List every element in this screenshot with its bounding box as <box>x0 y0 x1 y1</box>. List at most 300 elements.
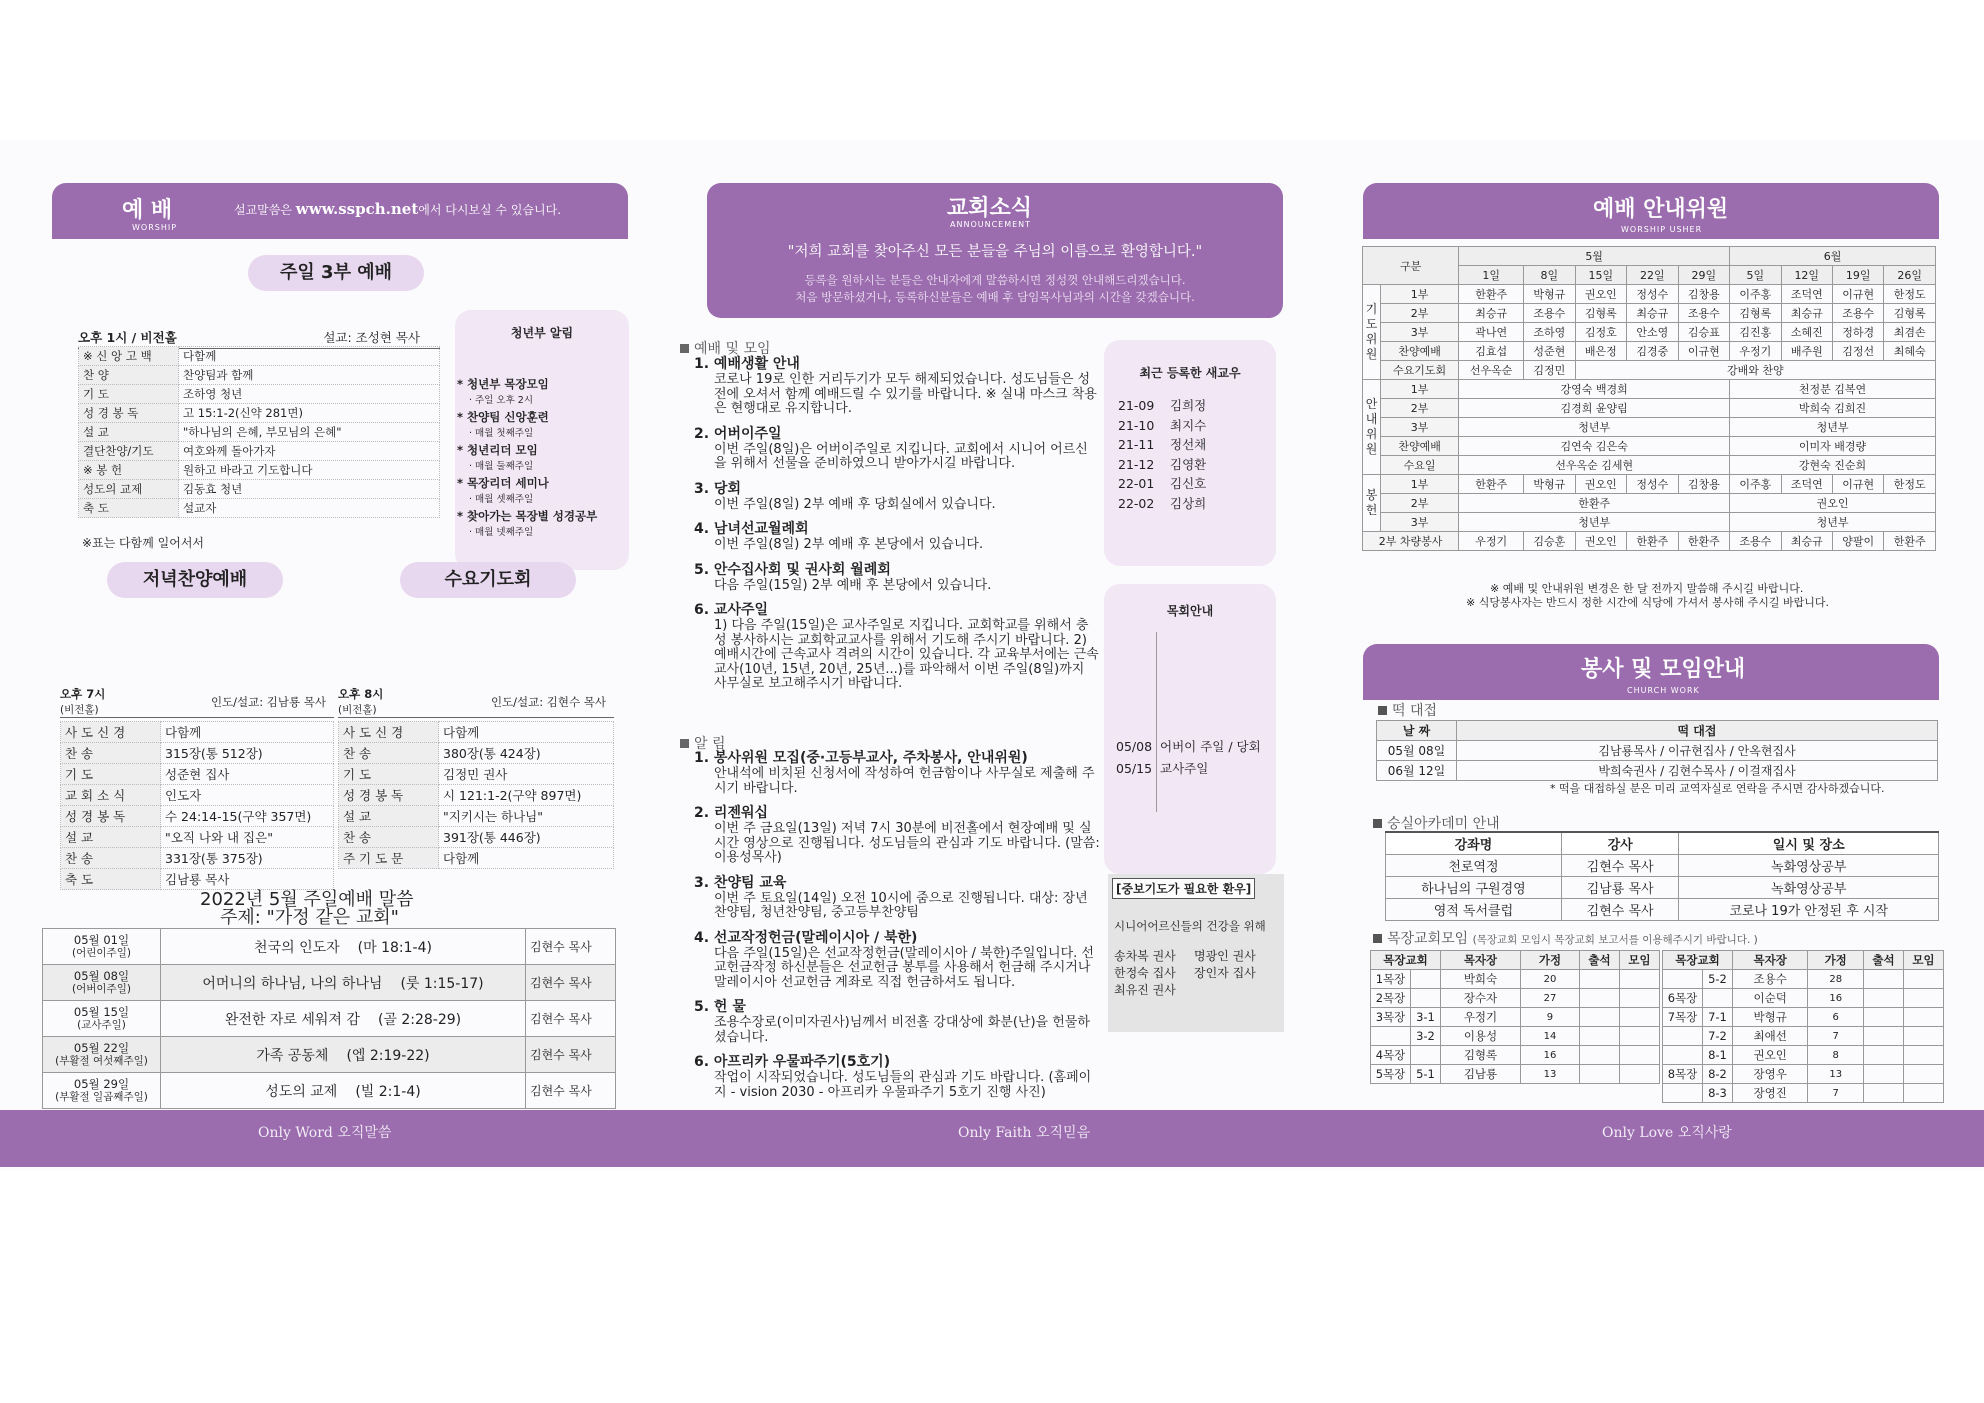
evening-row <box>61 806 334 827</box>
newcomer-name: 김신호 <box>1170 476 1207 491</box>
worship-subtitle: WORSHIP <box>132 223 178 232</box>
newcomer-row <box>1118 494 1206 514</box>
usher-row-label: 1부 <box>1381 475 1459 494</box>
usher-row <box>1363 513 1936 532</box>
section-notices: 알 림 <box>680 733 726 753</box>
order-value: 찬양팀과 함께 <box>179 366 440 385</box>
cell-attendance <box>1580 989 1620 1008</box>
cell-row <box>1371 970 1660 989</box>
usher-row <box>1363 304 1936 323</box>
order-value: 다함께 <box>161 722 334 743</box>
order-label: 성도의 교제 <box>79 480 179 499</box>
academy-cell: 하나님의 구원경영 <box>1386 877 1562 899</box>
sermon-row <box>43 1037 616 1073</box>
prayer-note: 시니어어르신들의 건강을 위해 <box>1114 919 1266 933</box>
wednesday-row <box>339 806 614 827</box>
announcement-title: 3. 찬양팀 교육 <box>694 874 787 891</box>
cell-church <box>1663 970 1703 989</box>
usher-cell: 김진홍 <box>1730 323 1781 342</box>
usher-cell: 김정선 <box>1833 342 1884 361</box>
newcomer-name: 최지수 <box>1170 417 1207 433</box>
wednesday-row <box>339 743 614 764</box>
announcement-item <box>680 353 1100 417</box>
cell-homes: 13 <box>1808 1065 1864 1084</box>
newcomer-name: 정선채 <box>1170 437 1207 452</box>
announcement-item <box>680 996 1100 1045</box>
announcement-title: 6. 교사주일 <box>694 602 769 618</box>
usher-cell: 한환주 <box>1884 532 1936 551</box>
sermon-row <box>43 929 616 965</box>
wednesday-row <box>339 785 614 806</box>
sermon-series-title: 2022년 5월 주일예배 말씀 <box>200 889 414 910</box>
usher-date: 1일 <box>1459 266 1524 285</box>
usher-table <box>1362 246 1936 551</box>
academy-cell: 코로나 19가 안정된 후 시작 <box>1679 899 1939 921</box>
usher-row-label: 2부 차량봉사 <box>1363 532 1459 551</box>
cell-sub <box>1411 989 1441 1008</box>
usher-cell: 정성수 <box>1627 475 1678 494</box>
order-value: 인도자 <box>161 785 334 806</box>
rice-row <box>1377 741 1938 761</box>
cell-homes: 28 <box>1808 970 1864 989</box>
sermon-title: 천국의 인도자 <box>254 939 340 956</box>
cell-row <box>1371 989 1660 1008</box>
sermon-date-cell <box>43 1037 161 1073</box>
cell-attendance <box>1580 1008 1620 1027</box>
announcement-item <box>680 1051 1100 1100</box>
website-link[interactable]: www.sspch.net <box>295 200 419 218</box>
usher-cell: 김형록 <box>1730 304 1781 323</box>
cell-homes: 14 <box>1520 1027 1579 1046</box>
cell-church: 3목장 <box>1371 1008 1411 1027</box>
order-label: 설 교 <box>79 423 179 442</box>
youth-notice-item-sub: · 매월 넷째주일 <box>469 527 534 538</box>
welcome-note-1: 등록을 원하시는 분들은 안내자에게 말씀하시면 정성껏 안내해드리겠습니다. <box>804 273 1186 287</box>
newcomer-row <box>1118 416 1206 436</box>
academy-cell: 녹화영상공부 <box>1679 877 1939 899</box>
usher-cell: 김형록 <box>1575 304 1626 323</box>
rice-hosts: 김남룡목사 / 이규현집사 / 안옥현집사 <box>1457 741 1938 761</box>
cell-leader: 장영진 <box>1733 1084 1808 1103</box>
cell-sub: 3-2 <box>1411 1027 1441 1046</box>
usher-cell: 최혜숙 <box>1884 342 1936 361</box>
order-label: 교 회 소 식 <box>61 785 161 806</box>
usher-cell: 최승규 <box>1627 304 1678 323</box>
cell-church: 6목장 <box>1663 989 1703 1008</box>
usher-row-label: 수요기도회 <box>1381 361 1459 380</box>
usher-date: 5일 <box>1730 266 1781 285</box>
sermon-title: 완전한 자로 세워져 감 <box>224 1011 360 1028</box>
usher-cell: 박희숙 김희진 <box>1730 399 1936 418</box>
order-label: 성 경 봉 독 <box>61 806 161 827</box>
usher-cell: 청년부 <box>1730 513 1936 532</box>
usher-date: 26일 <box>1884 266 1936 285</box>
youth-notice-item-title: * 청년리더 모임 <box>457 443 538 457</box>
usher-note-1: ※ 예배 및 안내위원 변경은 한 달 전까지 말씀해 주시길 바랍니다. <box>1490 582 1804 595</box>
cell-group-title: 목장교회모임 (목장교회 모임시 목장교회 보고서를 이용해주시기 바랍니다. ) <box>1373 928 1758 948</box>
order-value: "지키시는 하나님" <box>439 806 614 827</box>
cell-head-row <box>1663 951 1944 970</box>
usher-row <box>1363 532 1936 551</box>
sermon-preacher: 김현수 목사 <box>526 1037 616 1073</box>
cell-meeting <box>1620 1046 1660 1065</box>
sermon-ref: (룻 1:15-17) <box>400 975 484 992</box>
cell-leader: 박희숙 <box>1441 970 1521 989</box>
announcement-body: 안내석에 비치된 신청서에 작성하여 헌금함이나 사무실로 제출해 주시기 바랍니다. <box>714 766 1095 796</box>
usher-row <box>1363 380 1936 399</box>
order-label: 결단찬양/기도 <box>79 442 179 461</box>
announcement-item <box>680 802 1100 866</box>
cell-attendance <box>1864 970 1904 989</box>
announcement-item <box>680 518 1100 553</box>
cell-meeting <box>1904 1008 1944 1027</box>
academy-row <box>1386 899 1939 921</box>
usher-cell: 선우옥순 <box>1459 361 1524 380</box>
usher-cell: 한환주 <box>1459 285 1524 304</box>
sermon-title-cell <box>161 1037 526 1073</box>
order-label: 축 도 <box>79 499 179 518</box>
order-value: "오직 나와 내 집은" <box>161 827 334 848</box>
youth-notice-item-sub: · 매월 둘째주일 <box>469 461 534 472</box>
usher-date: 29일 <box>1678 266 1729 285</box>
announcement-item <box>680 423 1100 472</box>
cell-head: 목자장 <box>1733 951 1808 970</box>
usher-cell: 조덕연 <box>1781 285 1832 304</box>
youth-notice-item <box>457 442 627 472</box>
academy-cell: 영적 독서클럽 <box>1386 899 1562 921</box>
evening-row <box>61 785 334 806</box>
cell-group-table-left <box>1370 950 1660 1084</box>
pastoral-date: 05/08 <box>1116 739 1153 754</box>
cell-church: 2목장 <box>1371 989 1411 1008</box>
sermon-ref: (마 18:1-4) <box>357 939 432 956</box>
academy-row <box>1386 877 1939 899</box>
cell-leader: 우정기 <box>1441 1008 1521 1027</box>
announcement-body: 조용수장로(이미자권사)님께서 비전홀 강대상에 화분(난)을 헌물하셨습니다. <box>714 1015 1090 1045</box>
sermon-tag: (어버이주일) <box>72 982 131 995</box>
cell-attendance <box>1580 1065 1620 1084</box>
prayer-names <box>1114 948 1280 999</box>
cell-meeting <box>1904 970 1944 989</box>
usher-date: 12일 <box>1781 266 1832 285</box>
cell-attendance <box>1864 1065 1904 1084</box>
footer-left: Only Word 오직말씀 <box>258 1125 392 1141</box>
cell-head: 가정 <box>1808 951 1864 970</box>
order-label: 찬 양 <box>79 366 179 385</box>
announcement-title: 5. 헌 물 <box>694 999 746 1015</box>
usher-cell: 청년부 <box>1459 513 1730 532</box>
usher-cell: 성준현 <box>1524 342 1575 361</box>
announcement-body: 이번 주일(8일) 2부 예배 후 본당에서 있습니다. <box>714 537 984 552</box>
academy-row <box>1386 855 1939 877</box>
evening-row <box>61 827 334 848</box>
academy-head: 일시 및 장소 <box>1679 832 1939 855</box>
cell-sub: 5-1 <box>1411 1065 1441 1084</box>
academy-title: 숭실아카데미 안내 <box>1373 813 1500 833</box>
cell-head: 출석 <box>1864 951 1904 970</box>
service3-row <box>79 499 440 518</box>
usher-row-label: 2부 <box>1381 494 1459 513</box>
usher-row-label: 찬양예배 <box>1381 437 1459 456</box>
cell-group-table-right <box>1662 950 1944 1103</box>
cell-sub <box>1411 970 1441 989</box>
usher-month-5: 5월 <box>1459 247 1730 266</box>
cell-head: 목장교회 <box>1371 951 1441 970</box>
worship-title: 예 배 <box>122 197 173 223</box>
newcomer-name: 김상희 <box>1170 495 1207 511</box>
cell-church: 5목장 <box>1371 1065 1411 1084</box>
academy-cell: 천로역정 <box>1386 855 1562 877</box>
usher-row-label: 1부 <box>1381 380 1459 399</box>
pastoral-list <box>1116 736 1261 780</box>
usher-title: 예배 안내위원 <box>1593 196 1729 222</box>
youth-notice-item <box>457 475 627 505</box>
cell-homes: 7 <box>1808 1027 1864 1046</box>
usher-cell: 박형규 <box>1524 285 1575 304</box>
cell-leader: 김형록 <box>1441 1046 1521 1065</box>
usher-cell: 한환주 <box>1459 494 1730 513</box>
cell-row <box>1663 989 1944 1008</box>
usher-cell: 정하경 <box>1833 323 1884 342</box>
sermon-title-cell <box>161 965 526 1001</box>
order-value: 성준현 집사 <box>161 764 334 785</box>
prayer-name: 송차복 권사 <box>1114 949 1176 963</box>
usher-cell: 한정도 <box>1884 475 1936 494</box>
service3-row <box>79 404 440 423</box>
sermon-title-cell <box>161 1001 526 1037</box>
youth-notice-item-title: * 청년부 목장모임 <box>457 377 549 391</box>
cell-meeting <box>1904 1046 1944 1065</box>
cell-row <box>1371 1065 1660 1084</box>
wednesday-row <box>339 764 614 785</box>
rice-cake-table <box>1376 720 1938 781</box>
sermon-date: 05월 08일 <box>73 968 130 983</box>
cell-sub: 7-1 <box>1703 1008 1733 1027</box>
order-value: 다함께 <box>439 722 614 743</box>
youth-notice-box <box>455 310 629 570</box>
usher-cell: 김승훈 <box>1524 532 1575 551</box>
cell-head: 출석 <box>1580 951 1620 970</box>
cell-attendance <box>1864 1027 1904 1046</box>
pastoral-row <box>1116 736 1261 758</box>
cell-attendance <box>1864 1008 1904 1027</box>
usher-cell: 이미자 배경량 <box>1730 437 1936 456</box>
wednesday-row <box>339 848 614 869</box>
usher-cell: 조용수 <box>1678 304 1729 323</box>
usher-cell: 김창용 <box>1678 475 1729 494</box>
announcement-body: 코로나 19로 인한 거리두기가 모두 해제되었습니다. 성도님들은 성전에 오셔서 함께 예배드릴 수 있기를 바랍니다. ※ 실내 마스크 착용은 현행대로 유지합니다. <box>714 372 1097 416</box>
usher-row <box>1363 418 1936 437</box>
cell-sub <box>1703 989 1733 1008</box>
announcement-item <box>680 559 1100 594</box>
usher-row <box>1363 437 1936 456</box>
cell-row <box>1663 1065 1944 1084</box>
evening-row <box>61 722 334 743</box>
usher-cell: 양팔이 <box>1833 532 1884 551</box>
usher-subtitle: WORSHIP USHER <box>1621 225 1703 234</box>
sermon-tag: (부활절 여섯째주일) <box>55 1054 148 1067</box>
usher-cell: 청년부 <box>1459 418 1730 437</box>
order-label: 사 도 신 경 <box>339 722 439 743</box>
academy-head: 강사 <box>1561 832 1679 855</box>
announcement-item <box>680 478 1100 513</box>
usher-cell: 최승규 <box>1781 304 1832 323</box>
usher-cell: 정성수 <box>1627 285 1678 304</box>
order-label: 기 도 <box>61 764 161 785</box>
announcement-title: 1. 봉사위원 모집(중·고등부교사, 주차봉사, 안내위원) <box>694 750 1028 766</box>
sermon-row <box>43 965 616 1001</box>
newcomers-list <box>1118 396 1206 513</box>
order-value: 여호와께 돌아가자 <box>179 442 440 461</box>
pastoral-event: 교사주일 <box>1160 761 1209 776</box>
academy-head-row <box>1386 832 1939 855</box>
rice-cake-note: * 떡을 대접하실 분은 미리 교역자실로 연락을 주시면 감사하겠습니다. <box>1550 782 1885 795</box>
prayer-name: 명광인 권사 <box>1194 949 1256 963</box>
announcements-notices <box>680 747 1100 1106</box>
order-value: 김동효 청년 <box>179 480 440 499</box>
sermon-title: 성도의 교제 <box>265 1083 338 1100</box>
usher-cell: 한환주 <box>1627 532 1678 551</box>
footer-center: Only Faith 오직믿음 <box>958 1125 1091 1141</box>
service3-title: 주일 3부 예배 <box>248 255 424 291</box>
announcement-title: 1. 예배생활 안내 <box>694 356 800 372</box>
cell-row <box>1663 1046 1944 1065</box>
usher-cell: 배은정 <box>1575 342 1626 361</box>
footer-right: Only Love 오직사랑 <box>1602 1125 1732 1141</box>
announcement-title: 3. 당회 <box>694 480 741 497</box>
newcomer-date: 21-10 <box>1118 417 1155 433</box>
announcement-item <box>680 747 1100 796</box>
usher-group: 봉헌 <box>1363 475 1381 532</box>
order-value: 시 121:1-2(구약 897면) <box>439 785 614 806</box>
cell-meeting <box>1904 1084 1944 1103</box>
usher-month-6: 6월 <box>1730 247 1936 266</box>
usher-cell: 김정민 <box>1524 361 1575 380</box>
cell-attendance <box>1864 1084 1904 1103</box>
order-label: 찬 송 <box>61 848 161 869</box>
sermon-preacher: 김현수 목사 <box>526 965 616 1001</box>
cell-homes: 16 <box>1808 989 1864 1008</box>
usher-cell: 천정분 김복연 <box>1730 380 1936 399</box>
newcomer-date: 22-01 <box>1118 476 1155 491</box>
youth-notice-item <box>457 508 627 538</box>
order-label: 축 도 <box>61 869 161 890</box>
announcement-item <box>680 872 1100 921</box>
announcement-body: 이번 주일(8일)은 어버이주일로 지킵니다. 교회에서 시니어 어르신을 위해서 선물을 준비하였으니 받아가시길 바랍니다. <box>714 441 1088 471</box>
service3-header: 오후 1시 / 비전홀 설교: 조성현 목사 <box>78 328 440 349</box>
cell-row <box>1371 1046 1660 1065</box>
cell-head: 목자장 <box>1441 951 1521 970</box>
evening-worship-title: 저녁찬양예배 <box>107 562 283 598</box>
cell-church: 1목장 <box>1371 970 1411 989</box>
order-value: 조하영 청년 <box>179 385 440 404</box>
prayer-title: [중보기도가 필요한 환우] <box>1112 878 1255 899</box>
announcement-title: 6. 아프리카 우물파주기(5호기) <box>694 1054 891 1070</box>
usher-cell: 김경희 윤양림 <box>1459 399 1730 418</box>
sermon-date: 05월 15일 <box>73 1004 130 1019</box>
order-value: 설교자 <box>179 499 440 518</box>
cell-attendance <box>1580 1046 1620 1065</box>
announcement-title: 2. 리젠워십 <box>694 805 769 821</box>
announcement-item <box>680 599 1100 692</box>
order-value: 김남룡 목사 <box>161 869 334 890</box>
pastoral-event: 어버이 주일 / 당회 <box>1160 739 1261 754</box>
sermon-preacher: 김현수 목사 <box>526 1001 616 1037</box>
cell-head: 모임 <box>1904 951 1944 970</box>
usher-cell: 조하영 <box>1524 323 1575 342</box>
sermon-row <box>43 1001 616 1037</box>
cell-sub: 5-2 <box>1703 970 1733 989</box>
wednesday-header: 오후 8시 (비전홀) 인도/설교: 김현수 목사 <box>338 686 614 718</box>
announcement-body: 다음 주일(15일)은 선교작정헌금(말레이시아 / 북한)주일입니다. 선교헌금작정 하신분들은 선교헌금 봉투를 사용해서 헌금해 주시거나 말레이시아 선교헌금 계좌로 직접 헌금하셔도 됩니다. <box>714 945 1094 990</box>
cell-row <box>1663 1008 1944 1027</box>
order-value: 391장(통 446장) <box>439 827 614 848</box>
cell-leader: 장수자 <box>1441 989 1521 1008</box>
pastoral-title: 목회안내 <box>1166 604 1214 618</box>
announcement-body: 이번 주 토요일(14일) 오전 10시에 줌으로 진행됩니다. 대상: 장년찬양팀, 청년찬양팀, 중고등부찬양팀 <box>714 890 1088 920</box>
service3-row <box>79 480 440 499</box>
usher-cell: 조용수 <box>1833 304 1884 323</box>
sermon-title-cell <box>161 929 526 965</box>
sermon-date: 05월 01일 <box>73 932 130 947</box>
section-worship-meetings: 예배 및 모임 <box>680 338 771 358</box>
usher-cell: 조덕연 <box>1781 475 1832 494</box>
newcomer-date: 21-12 <box>1118 456 1155 472</box>
cell-meeting <box>1620 989 1660 1008</box>
usher-cell: 이규현 <box>1833 475 1884 494</box>
newcomer-row <box>1118 396 1206 416</box>
wednesday-order-table <box>338 721 614 869</box>
cell-sub <box>1411 1046 1441 1065</box>
wednesday-prayer-title: 수요기도회 <box>400 562 576 598</box>
announcement-title: 4. 선교작정헌금(말레이시아 / 북한) <box>694 929 918 946</box>
usher-date: 8일 <box>1524 266 1575 285</box>
usher-cell: 청년부 <box>1730 418 1936 437</box>
usher-row <box>1363 456 1936 475</box>
usher-cell: 강현숙 진순희 <box>1730 456 1936 475</box>
cell-head: 모임 <box>1620 951 1660 970</box>
cell-row <box>1663 1084 1944 1103</box>
usher-cell: 한환주 <box>1459 475 1524 494</box>
usher-row-label: 3부 <box>1381 418 1459 437</box>
rice-head: 날 짜 <box>1377 721 1457 741</box>
sermon-title-cell <box>161 1073 526 1109</box>
cell-church <box>1371 1027 1411 1046</box>
usher-cell: 강배와 찬양 <box>1575 361 1935 380</box>
sermon-theme: 주제: "가정 같은 교회" <box>220 907 399 928</box>
usher-cell: 최겸손 <box>1884 323 1936 342</box>
order-value: 고 15:1-2(신약 281면) <box>179 404 440 423</box>
usher-cell: 곽나연 <box>1459 323 1524 342</box>
sermon-date: 05월 22일 <box>73 1040 130 1055</box>
worship-banner <box>52 183 628 239</box>
usher-row-label: 수요일 <box>1381 456 1459 475</box>
cell-attendance <box>1864 1046 1904 1065</box>
usher-cell: 김경중 <box>1627 342 1678 361</box>
cell-leader: 이용성 <box>1441 1027 1521 1046</box>
cell-leader: 조용수 <box>1733 970 1808 989</box>
usher-row-label: 찬양예배 <box>1381 342 1459 361</box>
usher-cell: 강영숙 백경희 <box>1459 380 1730 399</box>
usher-cell: 김창용 <box>1678 285 1729 304</box>
usher-cell: 선우옥순 김세현 <box>1459 456 1730 475</box>
usher-row <box>1363 399 1936 418</box>
evening-row <box>61 743 334 764</box>
usher-cell: 한환주 <box>1678 532 1729 551</box>
prayer-name: 장인자 집사 <box>1194 966 1256 980</box>
youth-notice-item-title: * 목장리더 세미나 <box>457 476 549 490</box>
cell-meeting <box>1904 989 1944 1008</box>
